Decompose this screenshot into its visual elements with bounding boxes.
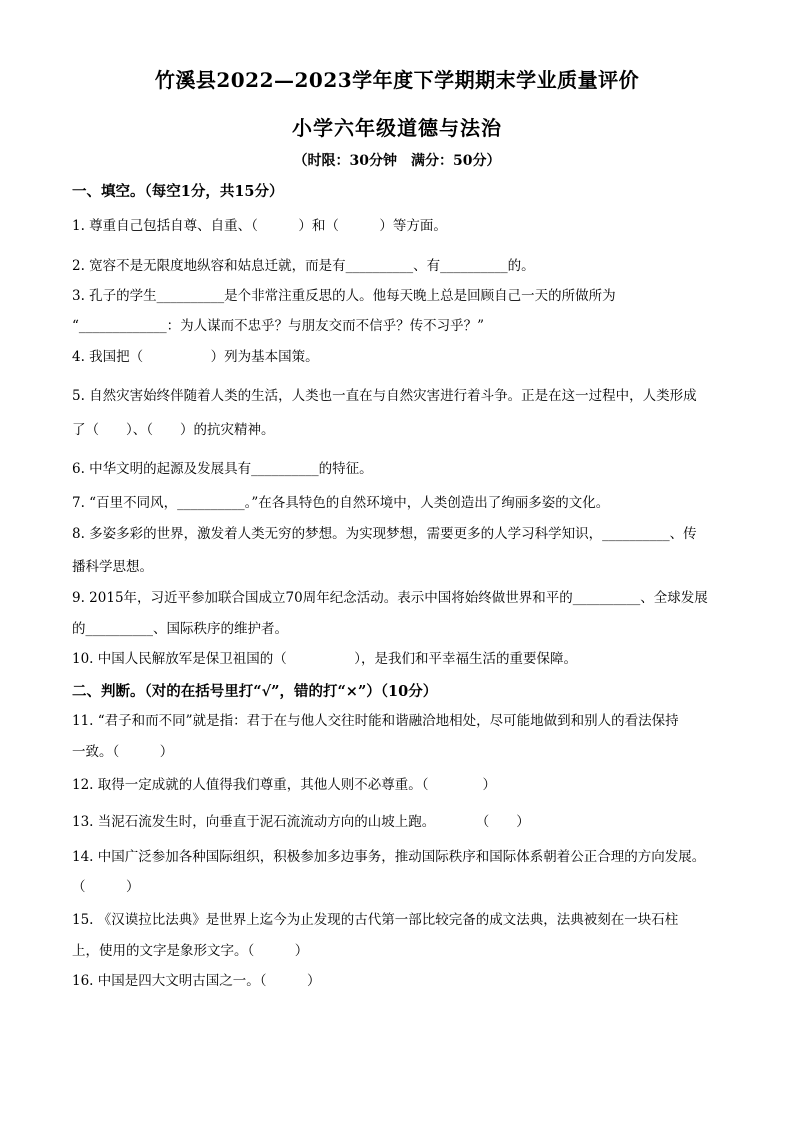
question-1: 1. 尊重自己包括自尊、自重、（ ）和（ ）等方面。 — [72, 218, 447, 234]
question-9-line1: 9. 2015年，习近平参加联合国成立70周年纪念活动。表示中国将始终做世界和平的__________、全球发展 — [72, 590, 708, 606]
question-2: 2. 宽容不是无限度地纵容和姑息迁就，而是有__________、有__________的。 — [72, 258, 535, 274]
question-10: 10. 中国人民解放军是保卫祖国的（ ），是我们和平幸福生活的重要保障。 — [72, 651, 578, 667]
exam-time-score: （时限：30分钟 满分：50分） — [293, 153, 501, 169]
question-15-line1: 15. 《汉谟拉比法典》是世界上迄今为止发现的古代第一部比较完备的成文法典，法典被刻在一块石柱 — [72, 912, 679, 928]
question-5-line2: 了（ ）、（ ）的抗灾精神。 — [72, 422, 275, 438]
question-16: 16. 中国是四大文明古国之一。（ ） — [72, 973, 321, 989]
question-3-line1: 3. 孔子的学生__________是个非常注重反思的人。他每天晚上总是回顾自己一天的所做所为 — [72, 288, 616, 304]
question-14-line2: （ ） — [72, 879, 140, 895]
question-3-line2: “_____________：为人谋而不忠乎？与朋友交而不信乎？传不习乎？” — [72, 318, 485, 334]
question-6: 6. 中华文明的起源及发展具有__________的特征。 — [72, 461, 373, 477]
question-14-line1: 14. 中国广泛参加各种国际组织，积极参加多边事务，推动国际秩序和国际体系朝着公正合理的方向发展。 — [72, 849, 706, 865]
section-judgment-heading: 二、判断。（对的在括号里打“√”，错的打“×”）（10分） — [72, 683, 438, 700]
question-4: 4. 我国把（ ）列为基本国策。 — [72, 349, 319, 365]
question-5-line1: 5. 自然灾害始终伴随着人类的生活，人类也一直在与自然灾害进行着斗争。正是在这一过程中，人类形成 — [72, 388, 697, 404]
question-8-line1: 8. 多姿多彩的世界，激发着人类无穷的梦想。为实现梦想，需要更多的人学习科学知识，__________、传 — [72, 526, 697, 542]
exam-title: 竹溪县2022—2023学年度下学期期末学业质量评价 — [154, 68, 640, 92]
question-13: 13. 当泥石流发生时，向垂直于泥石流流动方向的山坡上跑。 （ ） — [72, 814, 530, 830]
question-11-line1: 11. “君子和而不同”就是指：君于在与他人交往时能和谐融洽地相处，尽可能地做到和别人的看法保持 — [72, 713, 679, 729]
question-12: 12. 取得一定成就的人值得我们尊重，其他人则不必尊重。（ ） — [72, 777, 497, 793]
question-11-line2: 一致。（ ） — [72, 744, 174, 760]
question-15-line2: 上，使用的文字是象形文字。（ ） — [72, 943, 309, 959]
question-9-line2: 的__________、国际秩序的维护者。 — [72, 621, 288, 637]
question-7: 7. “百里不同风，__________。”在各具特色的自然环境中，人类创造出了绚丽多姿的文化。 — [72, 495, 610, 511]
exam-subtitle: 小学六年级道德与法治 — [292, 116, 502, 140]
question-8-line2: 播科学思想。 — [72, 559, 153, 575]
section-fill-blank-heading: 一、填空。（每空1分，共15分） — [72, 183, 284, 200]
